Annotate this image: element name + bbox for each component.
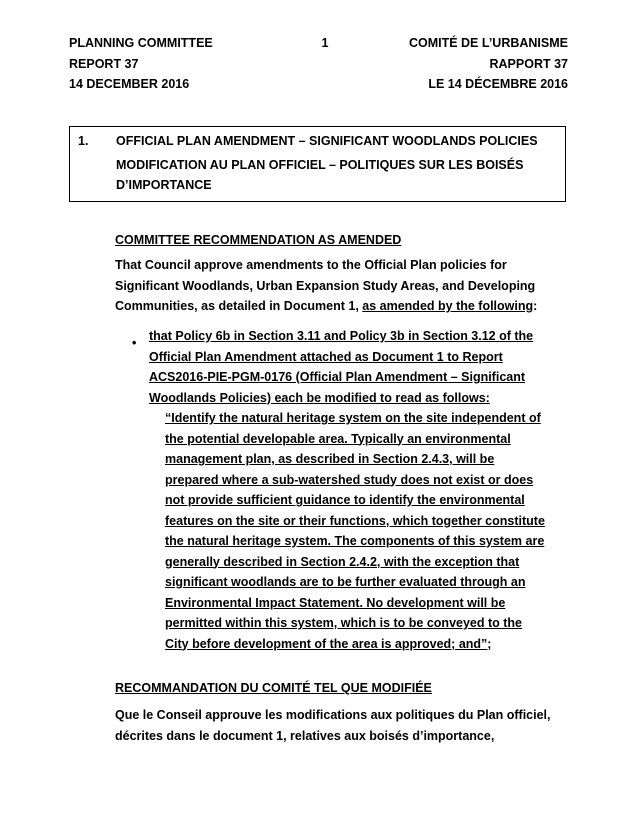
- item-title-box: [69, 126, 566, 202]
- header-report-en: REPORT 37: [69, 56, 139, 71]
- page-number: 1: [321, 36, 329, 50]
- amended-phrase: as amended by the following: [362, 299, 534, 313]
- amended-policy-quote: “Identify the natural heritage system on the site independent of the potential developable area. Typically an environmental management plan, as described in Section 2.4.3, will be prepared where a sub-watershed study does not exist or does not provide sufficient guidance to identify the environmental features on the site or their functions, which together constitute the natural heritage system. The components of this system are generally described in Section 2.4.2, with the exception that significant woodlands are to be further evaluated through an Environmental Impact Statement. No development will be permitted within this system, which is to be conveyed to the City before development of the area is approved; and”;: [165, 411, 545, 651]
- header-left: [69, 33, 213, 95]
- header-date-en: 14 DECEMBER 2016: [69, 77, 190, 91]
- header-right: [409, 33, 568, 95]
- header-report-fr: RAPPORT 37: [489, 56, 568, 71]
- amendment-bullet: that Policy 6b in Section 3.11 and Policy 3b in Section 3.12 of the Official Plan Amendment attached as Document 1 to Report ACS2016-PIE-PGM-0176 (Official Plan Amendment – Significant Woodlands Policies) each be modified to read as follows:: [149, 329, 534, 405]
- item-title-fr: MODIFICATION AU PLAN OFFICIEL – POLITIQUES SUR LES BOISÉS D’IMPORTANCE: [116, 158, 524, 192]
- header-date-fr: LE 14 DÉCEMBRE 2016: [428, 77, 568, 91]
- recommendation-paragraph-fr: Que le Conseil approuve les modifications aux politiques du Plan officiel, décrites dans le document 1, relatives aux boisés d’importance,: [115, 708, 551, 743]
- bullet-icon: •: [132, 336, 137, 350]
- recommendation-paragraph-en: [115, 255, 555, 317]
- recommendation-colon: :: [533, 299, 538, 313]
- item-number: 1.: [78, 134, 89, 148]
- header-committee-en: PLANNING COMMITTEE: [69, 36, 213, 50]
- recommendation-text: That Council approve amendments to the Official Plan policies for Significant Woodlands, Urban Expansion Study Areas, and Developing Communities, as detailed in Document 1,: [115, 258, 536, 313]
- committee-recommendation-heading: COMMITTEE RECOMMENDATION AS AMENDED: [115, 233, 402, 247]
- recommandation-heading-fr: RECOMMANDATION DU COMITÉ TEL QUE MODIFIÉE: [115, 681, 432, 695]
- item-title-en: OFFICIAL PLAN AMENDMENT – SIGNIFICANT WOODLANDS POLICIES: [116, 134, 538, 148]
- header-committee-fr: COMITÉ DE L’URBANISME: [408, 36, 568, 50]
